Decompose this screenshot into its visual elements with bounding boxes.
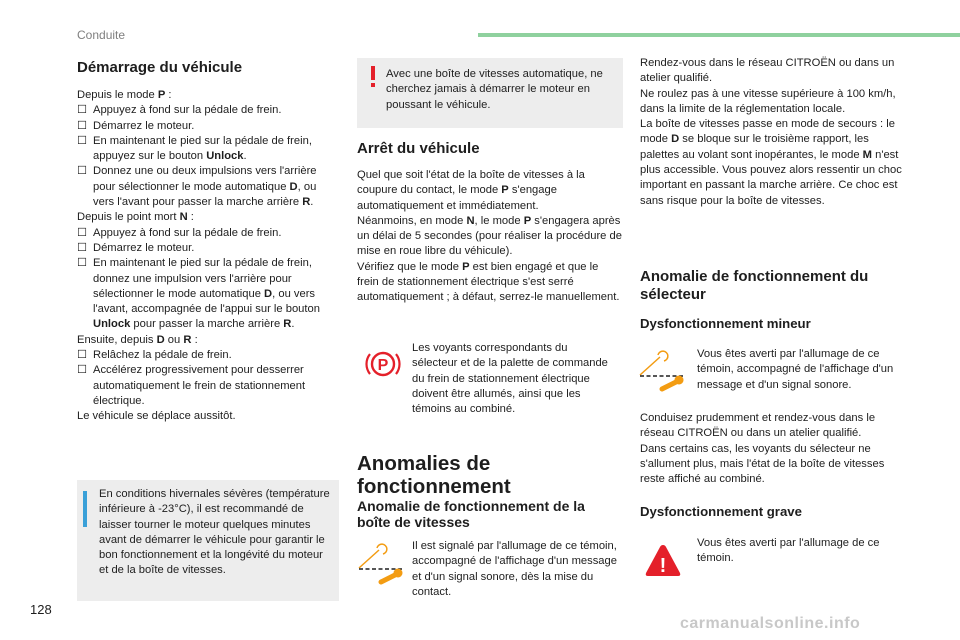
gearbox-note: Il est signalé par l'allumage de ce témoin, accompagné de l'affichage d'un message et d'un signal sonore, dès la mise du contact.	[412, 540, 617, 598]
paragraph: Ne roulez pas à une vitesse supérieure à 100 km/h, dans la limite de la réglementation locale.	[640, 87, 896, 115]
page-header	[0, 0, 960, 40]
list-item: ☐ Accélérez progressivement pour desserrer automatiquement le frein de stationnement électrique.	[77, 364, 306, 407]
list-item: ☐ Relâchez la pédale de frein.	[77, 348, 339, 363]
warning-note-text: Avec une boîte de vitesses automatique, ne cherchez jamais à démarrer le moteur en poussant le véhicule.	[386, 68, 603, 111]
info-note	[77, 480, 339, 601]
checkbox-bullet-icon: ☐	[77, 165, 88, 178]
checkbox-bullet-icon: ☐	[77, 104, 88, 117]
gearbox-instructions	[640, 56, 908, 209]
list-item: ☐ En maintenant le pied sur la pédale de frein, appuyez sur le bouton Unlock.	[77, 134, 312, 163]
severe-title: Dysfonctionnement grave	[640, 504, 802, 519]
paragraph: Conduisez prudemment et rendez-vous dans le réseau CITROËN ou dans un atelier qualifié.	[640, 412, 876, 440]
checkbox-bullet-icon: ☐	[77, 226, 88, 239]
minor-body	[640, 411, 908, 487]
list-item: ☐ Démarrez le moteur.	[77, 119, 339, 134]
service-wrench-icon	[638, 349, 686, 393]
checkbox-bullet-icon: ☐	[77, 134, 88, 147]
selector-title: Anomalie de fonctionnement du sélecteur	[640, 268, 869, 303]
stop-paragraph: Quel que soit l'état de la boîte de vitesses à la coupure du contact, le mode P s'engage automatiquement et immédiatement.	[357, 169, 585, 212]
minor-title: Dysfonctionnement mineur	[640, 316, 811, 331]
gearbox-title: Anomalie de fonctionnement de la boîte de vitesses	[357, 498, 585, 530]
paragraph: La boîte de vitesses passe en mode de secours : le mode D se bloque sur le troisième rapport, les palettes au volant sont inopérantes, le mode M n'est plus accessible. Vous pouvez alors ressentir un choc important en passant la marche arrière. Ce choc est sans risque pour la boîte de vitesses.	[640, 118, 902, 207]
list-item: ☐ Démarrez le moteur.	[77, 241, 339, 256]
watermark: carmanualsonline.info	[680, 615, 861, 632]
minor-note: Vous êtes averti par l'allumage de ce témoin, accompagné de l'affichage d'un message et d'un signal sonore.	[697, 348, 894, 391]
stop-title: Arrêt du véhicule	[357, 140, 480, 157]
svg-text:!: !	[659, 555, 667, 577]
checkbox-bullet-icon: ☐	[77, 257, 88, 270]
exclamation-icon	[368, 66, 378, 88]
list-item: ☐ Appuyez à fond sur la pédale de frein.	[77, 226, 339, 241]
brake-note: Les voyants correspondants du sélecteur et de la palette de commande du frein de stationnement électrique doivent être allumés, ainsi que les témoins au combiné.	[412, 342, 608, 416]
parking-brake-icon	[363, 346, 403, 382]
then-intro: Ensuite, depuis D ou R :	[77, 333, 198, 346]
column-start	[77, 54, 339, 577]
list-item: ☐ Donnez une ou deux impulsions vers l'arrière pour sélectionner le mode automatique D, ou vers l'avant pour passer la marche arrière R.	[77, 165, 317, 209]
checkbox-bullet-icon: ☐	[77, 119, 88, 132]
page-number: 128	[30, 602, 52, 617]
severe-note: Vous êtes averti par l'allumage de ce témoin.	[697, 537, 880, 565]
warning-triangle-icon	[644, 542, 682, 580]
stop-paragraph: Vérifiez que le mode P est bien engagé et que le frein de stationnement électrique s'est serré automatiquement ; à défaut, serrez-le manuellement.	[357, 260, 620, 304]
checkbox-bullet-icon: ☐	[77, 241, 88, 254]
intro-n: Depuis le point mort N :	[77, 211, 194, 224]
info-icon	[83, 491, 87, 527]
stop-paragraph: Néanmoins, en mode N, le mode P s'engagera après un délai de 5 secondes (pour réaliser la procédure de mise en roue libre du véhicule).	[357, 214, 622, 258]
service-wrench-icon	[357, 542, 405, 586]
intro-p: Depuis le mode P :	[77, 89, 172, 101]
checkbox-bullet-icon: ☐	[77, 364, 88, 377]
start-title: Démarrage du véhicule	[77, 59, 243, 76]
paragraph: Rendez-vous dans le réseau CITROËN ou dans un atelier qualifié.	[640, 57, 895, 85]
svg-text:P: P	[377, 357, 389, 374]
checkbox-bullet-icon: ☐	[77, 349, 88, 362]
stop-body	[357, 168, 623, 306]
list-item: ☐ En maintenant le pied sur la pédale de frein, donnez une impulsion vers l'arrière pour sélectionner le mode automatique D, ou vers l'avant, accompagnée de l'appui sur le bouton Unlock pour passer la marche arrière R.	[77, 257, 320, 331]
anomalies-title: Anomalies de fonctionnement	[357, 452, 511, 498]
paragraph: Dans certains cas, les voyants du sélecteur ne s'allument plus, mais l'état de la boîte de vitesses reste affiché au combiné.	[640, 442, 885, 486]
warning-note	[357, 58, 623, 128]
header-accent-band	[478, 33, 960, 37]
info-note-text: En conditions hivernales sévères (température inférieure à -23°C), il est recommandé de laisser tourner le moteur quelques minutes avant de démarrer le véhicule pour garantir le bon fonctionnement et la longévité du moteur et de la boîte de vitesses.	[99, 488, 330, 577]
list-item: ☐ Appuyez à fond sur la pédale de frein.	[77, 103, 339, 118]
section-title: Conduite	[77, 28, 126, 42]
start-body	[77, 88, 339, 425]
closing-text: Le véhicule se déplace aussitôt.	[77, 410, 236, 423]
